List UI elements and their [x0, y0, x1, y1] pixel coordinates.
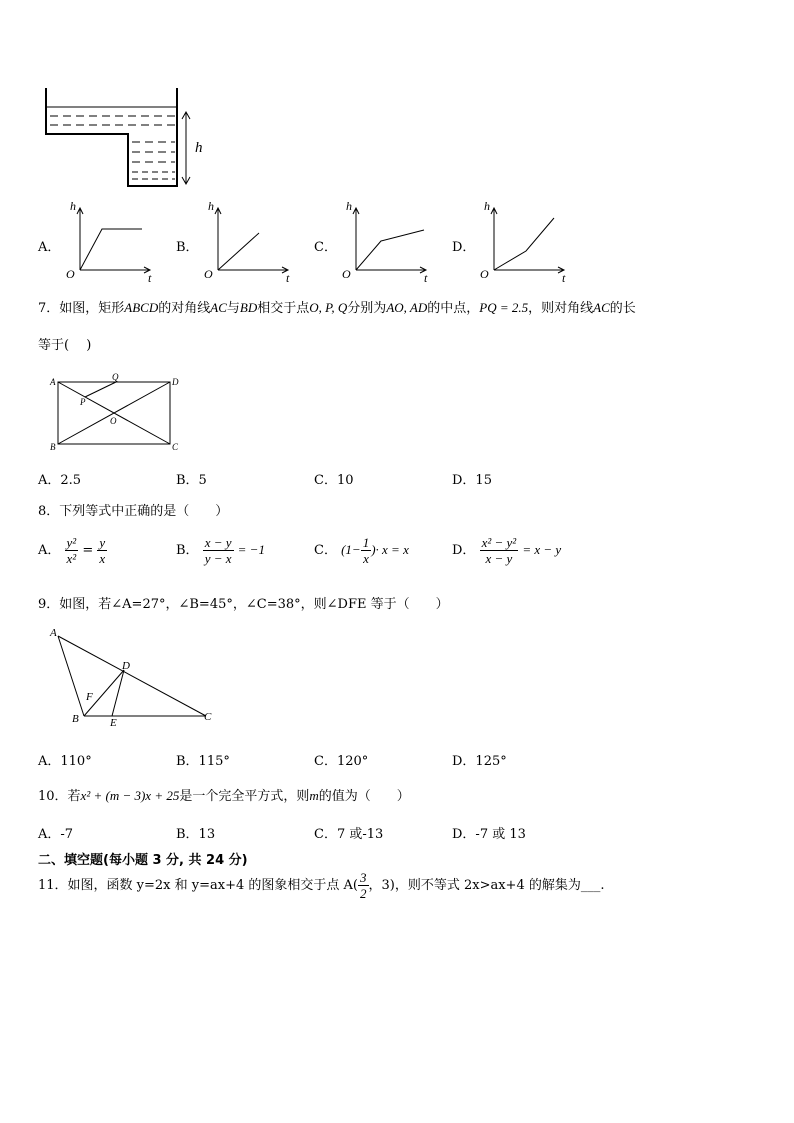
q7-option-d[interactable]: D．15 [452, 473, 492, 488]
q8-option-d[interactable]: D． $\frac{\text{x² − y²}}{x - y}$ = x − y [452, 535, 562, 566]
rectangle-figure [44, 370, 184, 452]
q8-option-a[interactable]: A． $\frac{\text{y²}}{\text{x²}}$ = $\frac{y}{x}$ [38, 535, 106, 566]
q6-graph-a[interactable] [60, 198, 160, 284]
q6-graph-d[interactable] [474, 198, 574, 284]
q11-stem: 11．如图，函数 y=2x 和 y=ax+4 的图象相交于点 A( $\frac{3}{2}$ ，3)，则不等式 2x>ax+4 的解集为___. [38, 870, 605, 901]
triangle-figure [44, 624, 224, 728]
q6-option-d-label[interactable]: D． [452, 240, 476, 255]
svg-text:P: P [80, 397, 86, 407]
svg-text:C: C [204, 711, 212, 723]
origin: O [342, 267, 351, 281]
axis-h: h [484, 199, 490, 213]
q9-option-d[interactable]: D．125° [452, 754, 507, 769]
svg-text:C: C [172, 442, 179, 452]
q7-option-c[interactable]: C．10 [314, 473, 354, 488]
q9-stem: 9．如图，若∠A=27°，∠B=45°，∠C=38°，则∠DFE 等于（ ） [38, 597, 449, 612]
axis-t: t [562, 271, 566, 284]
svg-text:F: F [86, 691, 93, 703]
svg-text:A: A [50, 627, 57, 639]
section-heading: 二、填空题(每小题 3 分, 共 24 分) [38, 853, 248, 868]
svg-text:B: B [50, 442, 56, 452]
q10-option-d[interactable]: D．-7 或 13 [452, 827, 526, 842]
origin: O [204, 267, 213, 281]
q6-option-b-label[interactable]: B． [176, 240, 199, 255]
origin: O [66, 267, 75, 281]
q8-option-c[interactable]: C． (1− $\frac{1}{x}$ )· x = x [314, 535, 409, 566]
svg-text:A: A [50, 377, 56, 387]
q10-option-a[interactable]: A．-7 [38, 827, 74, 842]
q6-option-a-label[interactable]: A． [38, 240, 61, 255]
axis-t: t [148, 271, 152, 284]
q9-option-a[interactable]: A．110° [38, 754, 92, 769]
svg-text:Q: Q [112, 372, 119, 382]
axis-t: t [424, 271, 428, 284]
q10-stem: 10．若x² + (m − 3)x + 25是一个完全平方式，则m的值为（ ） [38, 788, 410, 804]
q9-option-b[interactable]: B．115° [176, 754, 230, 769]
svg-text:D: D [172, 377, 179, 387]
height-label: h [195, 140, 203, 156]
axis-h: h [70, 199, 76, 213]
q6-graph-b[interactable] [198, 198, 298, 284]
q8-option-b[interactable]: B． $\frac{x - y}{y - x}$ = −1 [176, 535, 265, 566]
q7-option-a[interactable]: A．2.5 [38, 473, 82, 488]
q6-graph-c[interactable] [336, 198, 436, 284]
origin: O [480, 267, 489, 281]
q9-option-c[interactable]: C．120° [314, 754, 369, 769]
svg-text:E: E [110, 717, 117, 728]
svg-text:D: D [122, 660, 130, 672]
q7-stem: 7．如图，矩形ABCD的对角线AC与BD相交于点O, P, Q分别为AO, AD的中点，PQ = 2.5，则对角线AC的长 [38, 300, 636, 316]
axis-h: h [208, 199, 214, 213]
svg-text:O: O [110, 416, 117, 426]
q7-option-b[interactable]: B．5 [176, 473, 207, 488]
axis-t: t [286, 271, 290, 284]
container-figure [40, 84, 220, 190]
q10-option-c[interactable]: C．7 或-13 [314, 827, 384, 842]
q8-stem: 8．下列等式中正确的是（ ） [38, 504, 229, 519]
svg-text:B: B [72, 713, 79, 725]
q10-option-b[interactable]: B．13 [176, 827, 216, 842]
q6-option-c-label[interactable]: C． [314, 240, 337, 255]
axis-h: h [346, 199, 352, 213]
q7-stem-line2: 等于( ) [38, 338, 92, 353]
